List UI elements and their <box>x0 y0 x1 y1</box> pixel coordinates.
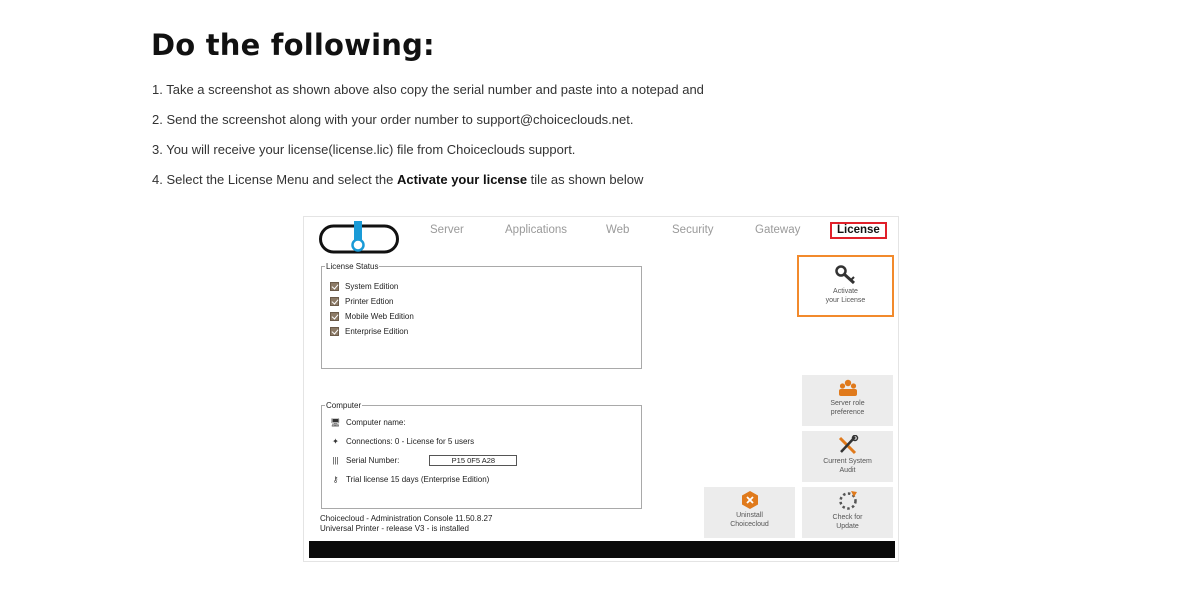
trial-text: Trial license 15 days (Enterprise Edition) <box>346 475 490 484</box>
bottom-bar <box>309 541 895 558</box>
activate-license-tile[interactable] <box>797 255 894 317</box>
nav-server[interactable]: Server <box>430 224 464 236</box>
nav-applications[interactable]: Applications <box>505 224 568 236</box>
connections-text: Connections: 0 - License for 5 users <box>346 437 475 446</box>
barcode-icon: ||| <box>332 456 339 465</box>
page-heading: Do the following: <box>151 28 435 62</box>
tile-label: your License <box>825 297 866 304</box>
checkbox-checked-icon[interactable] <box>330 297 339 306</box>
license-item-mobile-web[interactable] <box>330 311 414 322</box>
tile-label: Check for <box>832 514 863 521</box>
choicecloud-logo <box>319 221 399 255</box>
users-icon <box>838 379 858 397</box>
license-item-label: Printer Edtion <box>345 297 394 306</box>
license-item-enterprise[interactable] <box>330 326 408 337</box>
key-icon <box>835 265 857 285</box>
license-item-label: Enterprise Edition <box>345 327 409 336</box>
steps-list <box>152 82 704 202</box>
server-role-tile[interactable] <box>802 375 893 426</box>
license-item-printer[interactable] <box>330 296 393 307</box>
key-icon: ⚷ <box>332 475 339 484</box>
nav-license[interactable]: License <box>830 222 887 239</box>
system-audit-tile[interactable] <box>802 431 893 482</box>
step-text: 4. Select the License Menu and select the <box>152 172 397 187</box>
nav-web[interactable]: Web <box>606 224 630 236</box>
tile-label: Audit <box>839 467 856 474</box>
computer-group <box>321 401 642 509</box>
serial-number-field[interactable]: P15 0F5 A28 <box>429 455 517 466</box>
step-item <box>152 172 704 202</box>
tile-label: Choicecloud <box>730 521 769 528</box>
trial-row <box>330 474 489 485</box>
network-icon: ✦ <box>332 437 339 446</box>
nav-security[interactable]: Security <box>672 224 714 236</box>
checkbox-checked-icon[interactable] <box>330 282 339 291</box>
tools-icon <box>837 435 859 455</box>
license-status-group <box>321 262 642 369</box>
step-bold-text: Activate your license <box>397 172 528 187</box>
license-status-title: License Status <box>326 262 379 271</box>
step-item: 1. Take a screenshot as shown above also copy the serial number and paste into a notepad and <box>152 82 704 97</box>
checkbox-checked-icon[interactable] <box>330 327 339 336</box>
license-item-system[interactable] <box>330 281 398 292</box>
serial-row <box>330 455 517 466</box>
computer-title: Computer <box>326 401 362 410</box>
license-item-label: System Edition <box>345 282 399 291</box>
connections-row <box>330 436 474 447</box>
uninstall-tile[interactable] <box>704 487 795 538</box>
computer-name-row <box>330 417 406 428</box>
tile-label: Activate <box>833 288 858 295</box>
check-update-tile[interactable] <box>802 487 893 538</box>
console-screenshot <box>303 216 899 562</box>
serial-label: Serial Number: <box>346 456 400 465</box>
tile-label: preference <box>830 409 865 416</box>
monitor-icon: 🖥 <box>330 418 341 427</box>
computer-name-label: Computer name: <box>346 418 406 427</box>
step-text: tile as shown below <box>527 172 644 187</box>
checkbox-checked-icon[interactable] <box>330 312 339 321</box>
nav-gateway[interactable]: Gateway <box>755 224 801 236</box>
printer-status-text: Universal Printer - release V3 - is installed <box>320 524 469 533</box>
tile-label: Uninstall <box>736 512 763 519</box>
step-item: 2. Send the screenshot along with your order number to support@choiceclouds.net. <box>152 112 634 127</box>
tile-label: Update <box>836 523 859 530</box>
tile-label: Server role <box>830 400 865 407</box>
step-item: 3. You will receive your license(license.lic) file from Choiceclouds support. <box>152 142 576 157</box>
uninstall-icon <box>740 491 760 509</box>
refresh-icon <box>837 491 859 511</box>
tile-label: Current System <box>823 458 872 465</box>
license-item-label: Mobile Web Edition <box>345 312 414 321</box>
console-version-text: Choicecloud - Administration Console 11.50.8.27 <box>320 514 493 523</box>
